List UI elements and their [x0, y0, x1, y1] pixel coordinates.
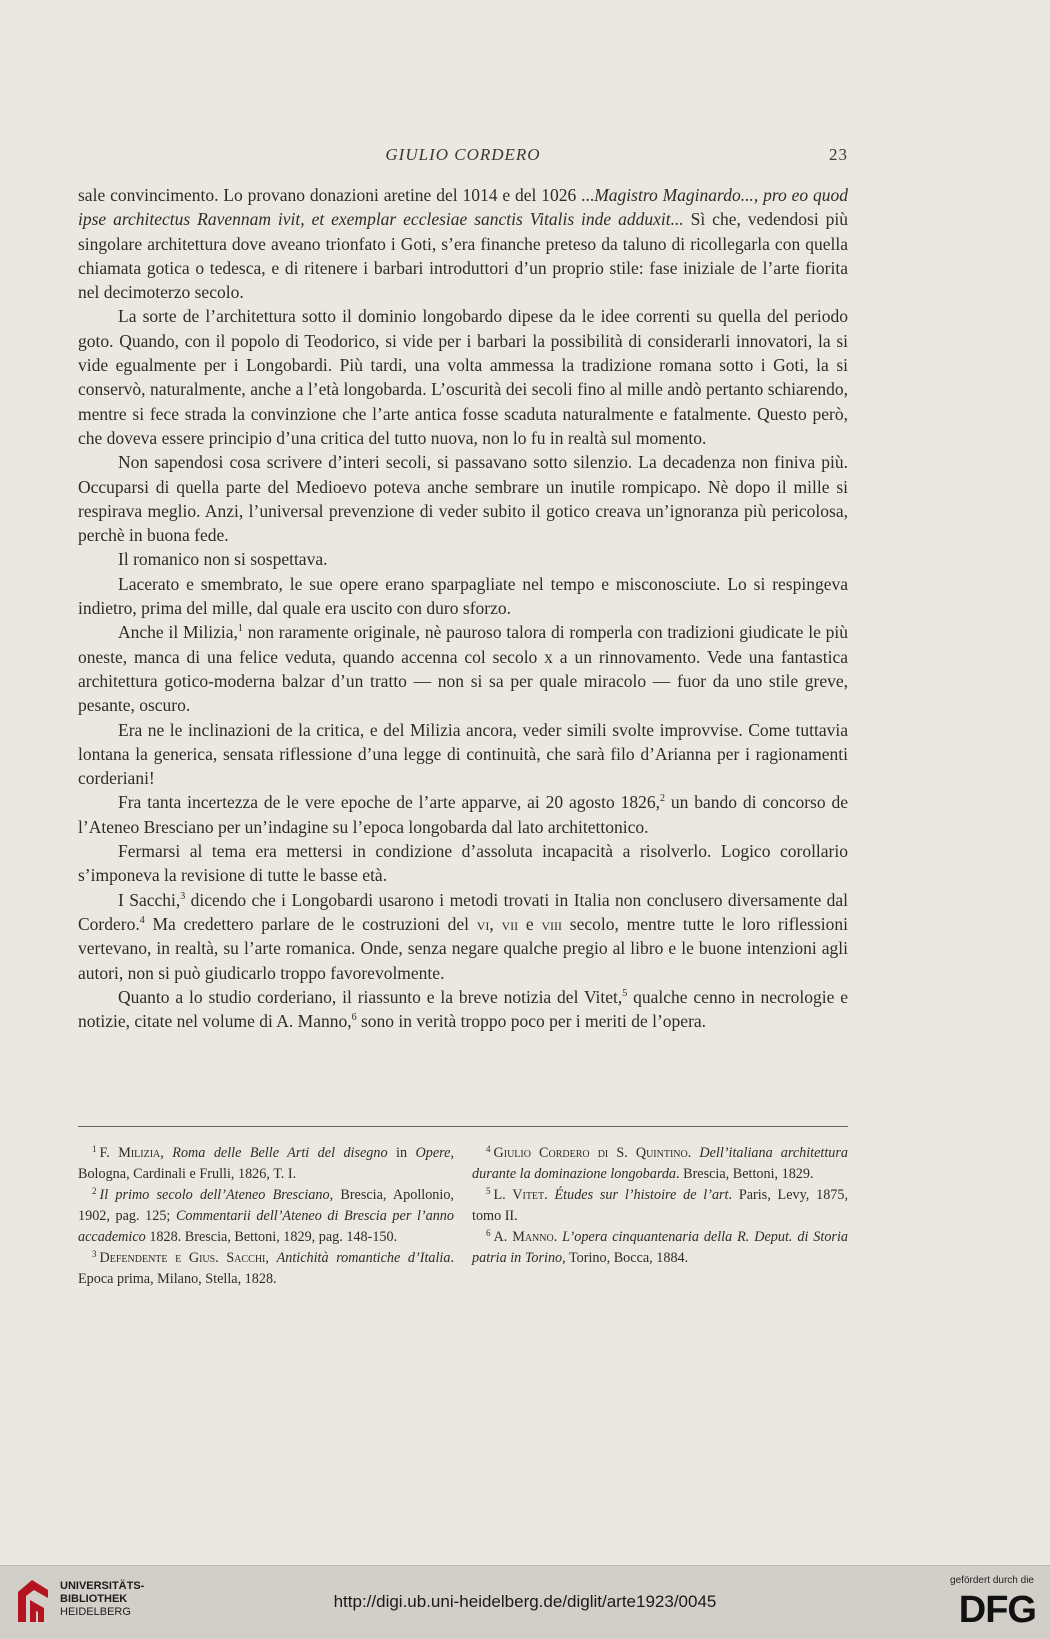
footnote-ref-1: 1 [237, 623, 243, 635]
library-name-line: BIBLIOTHEK [60, 1593, 128, 1605]
footnote-3 [78, 1248, 454, 1290]
footnote-author: F. Milizia [99, 1145, 161, 1161]
dfg-logo[interactable]: DFG [958, 1589, 1036, 1631]
viewer-footer [0, 1565, 1050, 1639]
footnotes [78, 1143, 848, 1290]
paragraph-text: Sì che, vedendosi più singolare architettura dove aveano trionfato i Goti, s’era finanche preteso da taluno di ricollegarla con quella chiamata gotica o tedesca, e di ritenere i barbari introduttori d’un proprio stile: fase iniziale de l’arte fiorita nel decimoterzo secolo. [78, 209, 848, 303]
footnote-1 [78, 1143, 454, 1185]
paragraph-text: non raramente originale, nè pauroso talora di romperla con tradizioni giudicate le più oneste, manca di una felice veduta, quando accenna col secolo x a un rinnovamento. Vede una fantastica architettura gotico-moderna balzar d’un tratto — non si sa per quale miracolo — fuor da uno stile greve, pesante, oscuro. [78, 622, 848, 716]
footnote-text: , [160, 1145, 173, 1161]
paragraph-4: Il romanico non si sospettava. [118, 549, 328, 570]
footnote-6 [472, 1227, 848, 1269]
roman-numeral: vii [501, 913, 519, 934]
page-header [78, 145, 848, 169]
footnote-title: Antichità romantiche d’Italia [276, 1250, 451, 1266]
footnotes-right-column [472, 1143, 848, 1290]
paragraph-3: Non sapendosi cosa scrivere d’interi secoli, si passavano sotto silenzio. La decadenza non finiva più. Occuparsi di quella parte del Medioevo poteva anche sembrare un inutile rompicapo. Nè dopo il mille si respirava meglio. Anzi, l’universal prevenzione di veder subito il gotico creava un’ignoranza più pericolosa, perchè in buona fede. [78, 452, 848, 546]
paragraph-11 [78, 985, 848, 1034]
footnote-text: , Torino, Bocca, 1884. [562, 1250, 689, 1266]
roman-numeral: viii [541, 913, 563, 934]
paragraph-text: qualche cenno in necrologie e notizie, citate nel volume di A. Manno, [78, 986, 848, 1032]
paragraph-9: Fermarsi al tema era mettersi in condizione d’assoluta incapacità a risolverlo. Logico corollario s’imponeva la revisione di tutte le basse età. [78, 841, 848, 886]
paragraph-text: Ma credettero parlare de le costruzioni del [144, 913, 477, 934]
footnote-number: 6 [486, 1228, 491, 1238]
footnote-title: Études sur l’histoire de l’art [554, 1187, 729, 1203]
page-number: 23 [829, 145, 848, 164]
paragraph-text: I Sacchi, [118, 889, 181, 910]
paragraph-7: Era ne le inclinazioni de la critica, e del Milizia ancora, veder simili svolte improvvise. Come tuttavia lontana la generica, sensata riflessione d’una legge di continuità, che sarà filo d’Arianna per i ragionamenti corderiani! [78, 719, 848, 789]
paragraph-2: La sorte de l’architettura sotto il dominio longobardo dipese da le idee correnti su quella del periodo goto. Quando, con il popolo di Teodorico, si vide per i barbari la possibilità di considerarli innovatori, la si vide egualmente per i Longobardi. Più tardi, una volta ammessa la tradizione romana sotto i Goti, la si conservò, naturalmente, anche a l’età longobarda. L’oscurità dei secoli fino al mille andò pertanto schiarendo, mentre si fece strada la convinzione che l’arte antica fosse scaduta naturalmente e fatalmente. Questo però, che doveva essere principio d’una critica del tutto nuova, non lo fu in realtà sul momento. [78, 306, 848, 448]
footnote-title: L’opera cinquantenaria della R. Deput. di Storia patria in Torino [472, 1229, 848, 1266]
footnote-text: . Paris, Levy, 1875, tomo II. [472, 1187, 849, 1224]
footnote-text: in [387, 1145, 416, 1161]
footnote-author: L. Vitet [493, 1187, 545, 1203]
footnote-text: . [687, 1145, 700, 1161]
footnote-text: . Epoca prima, Milano, Stella, 1828. [78, 1250, 454, 1287]
footnote-author: A. Manno [493, 1229, 554, 1245]
library-name-line: UNIVERSITÄTS- [60, 1580, 145, 1592]
footnote-title: Commentarii dell’Ateneo di Brescia per l’anno accademico [78, 1208, 454, 1245]
footnote-text: . [544, 1187, 555, 1203]
body-text [78, 183, 848, 1033]
paragraph-6 [78, 620, 848, 717]
footnote-text: 1828. Brescia, Bettoni, 1829, pag. 148-150. [145, 1229, 398, 1245]
roman-numeral: vi [476, 913, 490, 934]
paragraph-text: un bando di concorso de l’Ateneo Bresciano per un’indagine su l’epoca longobarda dal lato architettonico. [78, 792, 848, 837]
funding-label: gefördert durch die [950, 1575, 1034, 1586]
footnote-separator [78, 1126, 848, 1127]
footnote-text: . [553, 1229, 563, 1245]
running-title: GIULIO CORDERO [385, 145, 541, 164]
paragraph-1 [78, 183, 848, 304]
footnote-author: Giulio Cordero di S. Quintino [493, 1145, 688, 1161]
paragraph-text: , [489, 913, 502, 934]
paragraph-text: Quanto a lo studio corderiano, il riassunto e la breve notizia del Vitet, [118, 986, 623, 1007]
footnote-title: Roma delle Belle Arti del disegno [172, 1145, 388, 1161]
library-city-line: HEIDELBERG [60, 1606, 131, 1618]
footnote-title: Opere [415, 1145, 451, 1161]
paragraph-text: Anche il Milizia, [118, 622, 238, 643]
footnote-ref-6: 6 [351, 1012, 357, 1024]
paragraph-text: e [518, 913, 542, 934]
paragraph-text: sale convincimento. Lo provano donazioni aretine del 1014 e del 1026 ... [78, 185, 595, 205]
footnote-ref-2: 2 [659, 793, 665, 805]
paragraph-5: Lacerato e smembrato, le sue opere erano sparpagliate nel tempo e misconosciute. Lo si respingeva indietro, prima del mille, dal quale era uscito con duro sforzo. [78, 573, 848, 619]
university-library-logo[interactable] [14, 1574, 144, 1630]
footnote-4 [472, 1143, 848, 1185]
footnote-number: 3 [92, 1249, 97, 1259]
footnote-number: 1 [92, 1144, 97, 1154]
footnote-text: , [265, 1250, 277, 1266]
footnote-number: 4 [486, 1144, 491, 1154]
footnote-ref-5: 5 [622, 987, 628, 999]
footnote-number: 2 [92, 1186, 97, 1196]
footnote-ref-4: 4 [139, 914, 145, 926]
footnote-text: , Bologna, Cardinali e Frulli, 1826, T. I. [78, 1145, 454, 1182]
paragraph-10 [78, 888, 848, 985]
footnote-ref-3: 3 [180, 890, 186, 902]
library-seal-icon [14, 1578, 52, 1624]
permalink-url[interactable]: http://digi.ub.uni-heidelberg.de/diglit/arte1923/0045 [333, 1592, 717, 1611]
footnotes-left-column [78, 1143, 454, 1290]
footnote-2 [78, 1185, 454, 1248]
footnote-author: Defendente e Gius. Sacchi [99, 1250, 266, 1266]
footnote-text: . Brescia, Bettoni, 1829. [676, 1166, 814, 1182]
footnote-number: 5 [486, 1186, 491, 1196]
latin-quotation: Magistro Maginardo..., pro eo quod ipse architectus Ravennam ivit, et exemplar ecclesiae sanctis Vitalis inde adduxit... [78, 185, 848, 230]
paragraph-text: sono in verità troppo poco per i meriti de l’opera. [356, 1011, 707, 1032]
footnote-5 [472, 1185, 848, 1227]
footnote-text: , Brescia, Apollonio, 1902, pag. 125; [78, 1187, 454, 1224]
paragraph-text: dicendo che i Longobardi usarono i metodi trovati in Italia non conclusero diversamente dal Cordero. [78, 889, 848, 934]
paragraph-text: secolo, mentre tutte le loro riflessioni vertevano, in realtà, su l’arte romanica. Onde, senza negare qualche pregio al libro e le buone intenzioni agli autori, non si può giudicarlo troppo favorevolmente. [78, 913, 848, 983]
footnote-title: Dell’italiana architettura durante la dominazione longobarda [472, 1145, 848, 1182]
footnote-title: Il primo secolo dell’Ateneo Bresciano [99, 1187, 330, 1203]
paragraph-8 [78, 790, 848, 839]
paragraph-text: Fra tanta incertezza de le vere epoche de l’arte apparve, ai 20 agosto 1826, [118, 792, 660, 813]
